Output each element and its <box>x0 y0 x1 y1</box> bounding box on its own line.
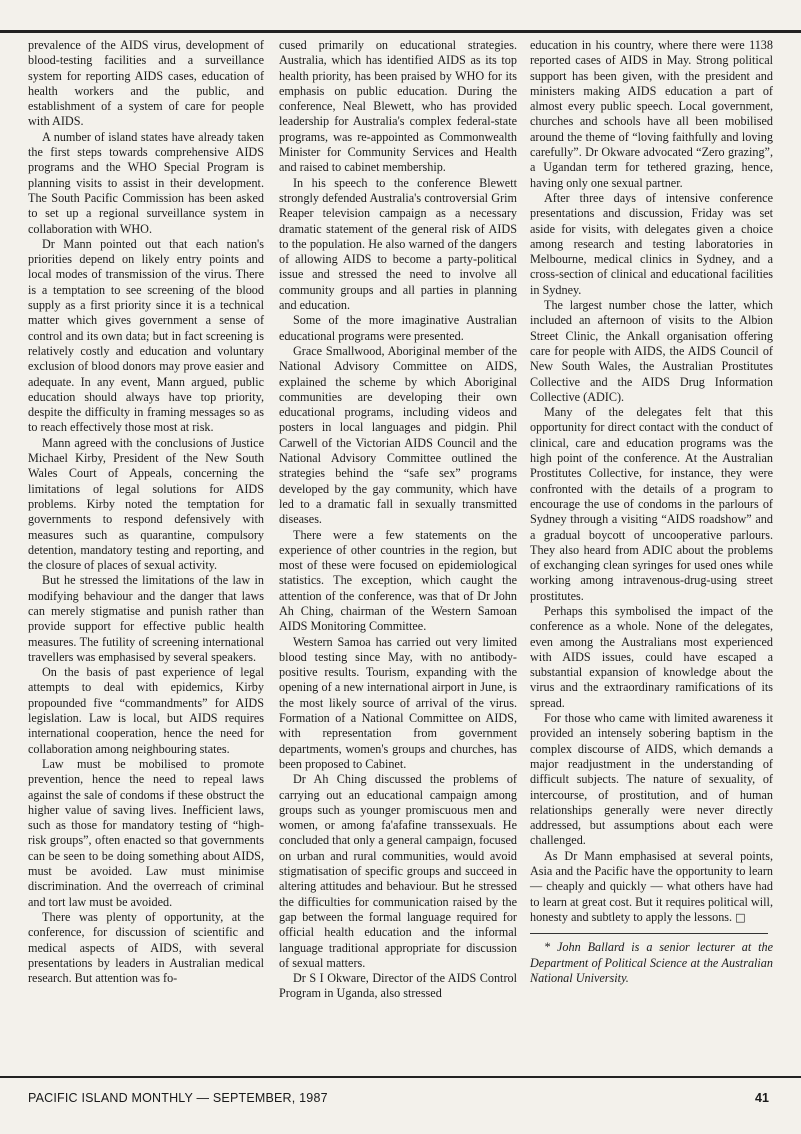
final-paragraph <box>530 849 773 925</box>
paragraph: Perhaps this symbolised the impact of the conference as a whole. None of the delegates, even among the Australians most experienced with AIDS issues, could have escaped a substantial expansion of knowledge about the virus and the extraordinary ramifications of its spread. <box>530 603 773 710</box>
paragraph: Law must be mobilised to promote prevention, hence the need to repeal laws against the sale of condoms if these obstruct the higher value of saving lives. Inefficient laws, such as those for mandatory testing of “high-risk groups”, often enacted so that governments can be seen to be doing something about AIDS, must be avoided. Law must minimise discrimination. And the overreach of criminal and tort law must be avoided. <box>28 756 264 909</box>
paragraph: A number of island states have already taken the first steps towards comprehensive AIDS programs and the WHO Special Program is planning visits to assist in their development. The South Pacific Commission has been asked to set up a regional surveillance system in collaboration with WHO. <box>28 129 264 236</box>
page-number: 41 <box>755 1091 769 1105</box>
article-column-1 <box>28 38 264 986</box>
paragraph: The largest number chose the latter, which included an afternoon of visits to the Albion Street Clinic, the Ankall organisation offering care for people with AIDS, the AIDS Council of New South Wales, the Australian Prostitutes Collective and the AIDS Drug Information Collective (ADIC). <box>530 298 773 404</box>
article-column-2 <box>279 38 517 1002</box>
paragraph-text: As Dr Mann emphasised at several points, Asia and the Pacific have the opportunity to learn — cheaply and quickly — what others have had to learn at great cost. But it requires political will, honesty and subtlety to apply the lessons. <box>530 848 773 924</box>
paragraph: Many of the delegates felt that this opportunity for direct contact with the conduct of clinical, care and education programs was the high point of the conference. At the Australian Prostitutes Collective, for instance, they were confronted with the details of a program to encourage the use of condoms in the parlours of Sydney through a visiting “AIDS roadshow” and a gradual boycott of uncooperative parlours. They also heard from ADIC about the problems of exchanging clean syringes for used ones while working among intravenous-drug-using street prostitutes. <box>530 405 773 603</box>
paragraph: But he stressed the limitations of the law in modifying behaviour and the danger that laws can merely stigmatise and punish rather than provide support for effective public health measures. The futility of screening international travellers was emphasised by several speakers. <box>28 573 264 664</box>
article-column-3 <box>530 38 773 986</box>
paragraph: There were a few statements on the experience of other countries in the region, but most of these were focused on epidemiological statistics. The exception, which caught the attention of the conference, was that of Dr John Ah Ching, chairman of the Western Samoan AIDS Monitoring Committee. <box>279 527 517 634</box>
paragraph: education in his country, where there were 1138 reported cases of AIDS in May. Strong political support has been given, with the president and ministers making AIDS education a part of almost every public speech. Local government, churches and schools have all been mobilised around the theme of “loving faithfully and loving carefully”. Dr Okware advocated “Zero grazing”, a Ugandan term for tethered grazing, hence, having only one sexual partner. <box>530 38 773 190</box>
end-of-article-mark: □ <box>735 910 746 924</box>
paragraph: Dr Ah Ching discussed the problems of carrying out an educational campaign among groups such as younger promiscuous men and women, or among fa'afafine transsexuals. He concluded that only a general campaign, focused on urban and rural communities, would avoid stigmatisation of specific groups and succeed in altering attitudes and behaviour. But he stressed the difficulties for communication raised by the gap between the formal language required for official health education and the informal language traditional appropriate for discussion of sexual matters. <box>279 772 517 970</box>
paragraph: After three days of intensive conference presentations and discussion, Friday was set aside for visits, with delegates given a choice among research and testing laboratories in Melbourne, medical clinics in Sydney, and a cross-section of clinical and educational facilities in Sydney. <box>530 190 773 297</box>
paragraph: Grace Smallwood, Aboriginal member of the National Advisory Committee on AIDS, explained the scheme by which Aboriginal communities are developing their own educational programs, including videos and posters in local languages and pidgin. Phil Carwell of the Victorian AIDS Council and the National Advisory Committee outlined the strategies behind the “safe sex” programs developed by the gay community, which have led to a dramatic fall in sexually transmitted diseases. <box>279 343 517 527</box>
publication-footer: PACIFIC ISLAND MONTHLY — SEPTEMBER, 1987 <box>28 1091 328 1105</box>
paragraph: In his speech to the conference Blewett strongly defended Australia's controversial Grim Reaper television campaign as a necessary dramatic statement of the general risk of AIDS to the population. He also warned of the dangers of allowing AIDS to become a party-political issue and stressed the need to involve all community groups and all parties in planning and education. <box>279 175 517 313</box>
paragraph: For those who came with limited awareness it provided an intensely sobering baptism in the complex discourse of AIDS, which demands a major readjustment in the understanding of difficult subjects. The nature of sexuality, of intercourse, of prostitution, and of human relationships generally were never directly addressed, but assumptions about each were challenged. <box>530 711 773 848</box>
footer-rule <box>0 1076 801 1078</box>
paragraph: Dr S I Okware, Director of the AIDS Control Program in Uganda, also stressed <box>279 971 517 1001</box>
paragraph: Mann agreed with the conclusions of Justice Michael Kirby, President of the New South Wales Court of Appeals, concerning the limitations of legal solutions for AIDS problems. Kirby noted the temptation for governments to respond defensively with measures such as quarantine, compulsory detention, mandatory testing and reporting, and the closure of places of sexual activity. <box>28 435 264 573</box>
paragraph: On the basis of past experience of legal attempts to deal with epidemics, Kirby propounded five “commandments” for AIDS legislation. Law is local, but AIDS requires international cooperation, hence the need for collaboration among neighbouring states. <box>28 665 264 756</box>
top-rule <box>0 30 801 33</box>
author-note: * John Ballard is a senior lecturer at the Department of Political Science at the Australian National University. <box>530 940 773 985</box>
author-note-rule <box>530 933 768 934</box>
paragraph: cused primarily on educational strategies. Australia, which has identified AIDS as its top health priority, has been praised by WHO for its emphasis on public education. During the conference, Neal Blewett, who has provided leadership for Australia's complex federal-state programs, was re-appointed as Commonwealth Minister for Community Services and Health and raised to cabinet membership. <box>279 38 517 175</box>
paragraph: There was plenty of opportunity, at the conference, for discussion of scientific and medical aspects of AIDS, with several presentations by leaders in Australian medical research. But attention was fo- <box>28 909 264 986</box>
paragraph: Some of the more imaginative Australian educational programs were presented. <box>279 313 517 343</box>
paragraph: Dr Mann pointed out that each nation's priorities depend on likely entry points and local modes of transmission of the virus. There is a temptation to see screening of the blood supply as a first priority since it is a technical matter which gives government a sense of control and its own data; but in fact screening is relatively costly and education and voluntary exclusion of blood donors may prove easier and adequate. In any event, Mann argued, public education should always have top priority, despite the difficulty in framing messages so as to reach effectively those most at risk. <box>28 236 264 435</box>
paragraph: prevalence of the AIDS virus, development of blood-testing facilities and a surveillance system for reporting AIDS cases, education of health workers and the public, and establishment of a system of care for people with AIDS. <box>28 38 264 129</box>
paragraph: Western Samoa has carried out very limited blood testing since May, with no antibody-positive results. Tourism, expanding with the opening of a new international airport in June, is the most likely source of arrival of the virus. Formation of a National Committee on AIDS, with representation from government departments, women's groups and churches, has been proposed to Cabinet. <box>279 634 517 771</box>
